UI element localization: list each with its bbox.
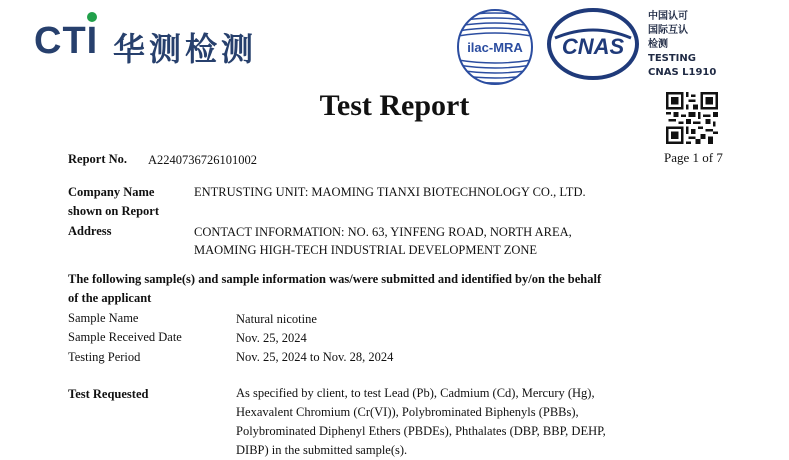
testing-period-label: Testing Period bbox=[68, 350, 141, 364]
test-requested-text bbox=[236, 384, 606, 460]
test-requested-line: Hexavalent Chromium (Cr(VI)), Polybrominated Biphenyls (PBBs), bbox=[236, 405, 579, 419]
cnas-line: TESTING bbox=[648, 53, 696, 64]
sample-name-value: Natural nicotine bbox=[236, 312, 317, 326]
sample-received-date-label: Sample Received Date bbox=[68, 330, 182, 344]
test-requested-line: As specified by client, to test Lead (Pb), Cadmium (Cd), Mercury (Hg), bbox=[236, 386, 595, 400]
cnas-line: CNAS L1910 bbox=[648, 67, 717, 78]
qr-code bbox=[666, 92, 718, 144]
sample-name-label: Sample Name bbox=[68, 311, 139, 325]
address-label: Address bbox=[68, 224, 112, 238]
test-requested-line: Polybrominated Diphenyl Ethers (PBDEs), Phthalates (DBP, BBP, DEHP, bbox=[236, 424, 606, 438]
company-name-value: ENTRUSTING UNIT: MAOMING TIANXI BIOTECHNOLOGY CO., LTD. bbox=[194, 185, 586, 199]
company-logo-chinese: 华测检测 bbox=[113, 30, 258, 68]
cnas-line: 检测 bbox=[648, 39, 668, 50]
page-number: Page 1 of 7 bbox=[664, 150, 723, 165]
testing-period-value: Nov. 25, 2024 to Nov. 28, 2024 bbox=[236, 350, 394, 364]
cnas-label: CNAS bbox=[561, 34, 625, 59]
cnas-line: 中国认可 bbox=[648, 11, 688, 22]
report-title: Test Report bbox=[319, 89, 470, 122]
company-name-label: Company Name bbox=[68, 185, 155, 199]
cnas-seal bbox=[547, 8, 639, 80]
report-no-label: Report No. bbox=[68, 152, 128, 166]
company-name-label-cont: shown on Report bbox=[68, 204, 159, 218]
cnas-line: 国际互认 bbox=[648, 25, 688, 36]
test-requested-line: DIBP) in the submitted sample(s). bbox=[236, 443, 408, 457]
sample-received-date-value: Nov. 25, 2024 bbox=[236, 331, 307, 345]
ilac-mra-label: ilac-MRA bbox=[467, 40, 523, 55]
report-no-value: A2240736726101002 bbox=[148, 153, 258, 167]
ilac-mra-seal bbox=[456, 8, 534, 86]
address-line-2: MAOMING HIGH-TECH INDUSTRIAL DEVELOPMENT ZONE bbox=[194, 243, 538, 257]
cnas-accreditation-text bbox=[648, 10, 738, 80]
sample-intro-line-2: of the applicant bbox=[68, 291, 152, 305]
sample-intro-line-1: The following sample(s) and sample information was/were submitted and identified by/on the behalf bbox=[68, 272, 602, 286]
test-requested-label: Test Requested bbox=[68, 387, 149, 401]
address-line-1: CONTACT INFORMATION: NO. 63, YINFENG ROAD, NORTH AREA, bbox=[194, 225, 572, 239]
company-logo: CTI bbox=[34, 20, 99, 62]
